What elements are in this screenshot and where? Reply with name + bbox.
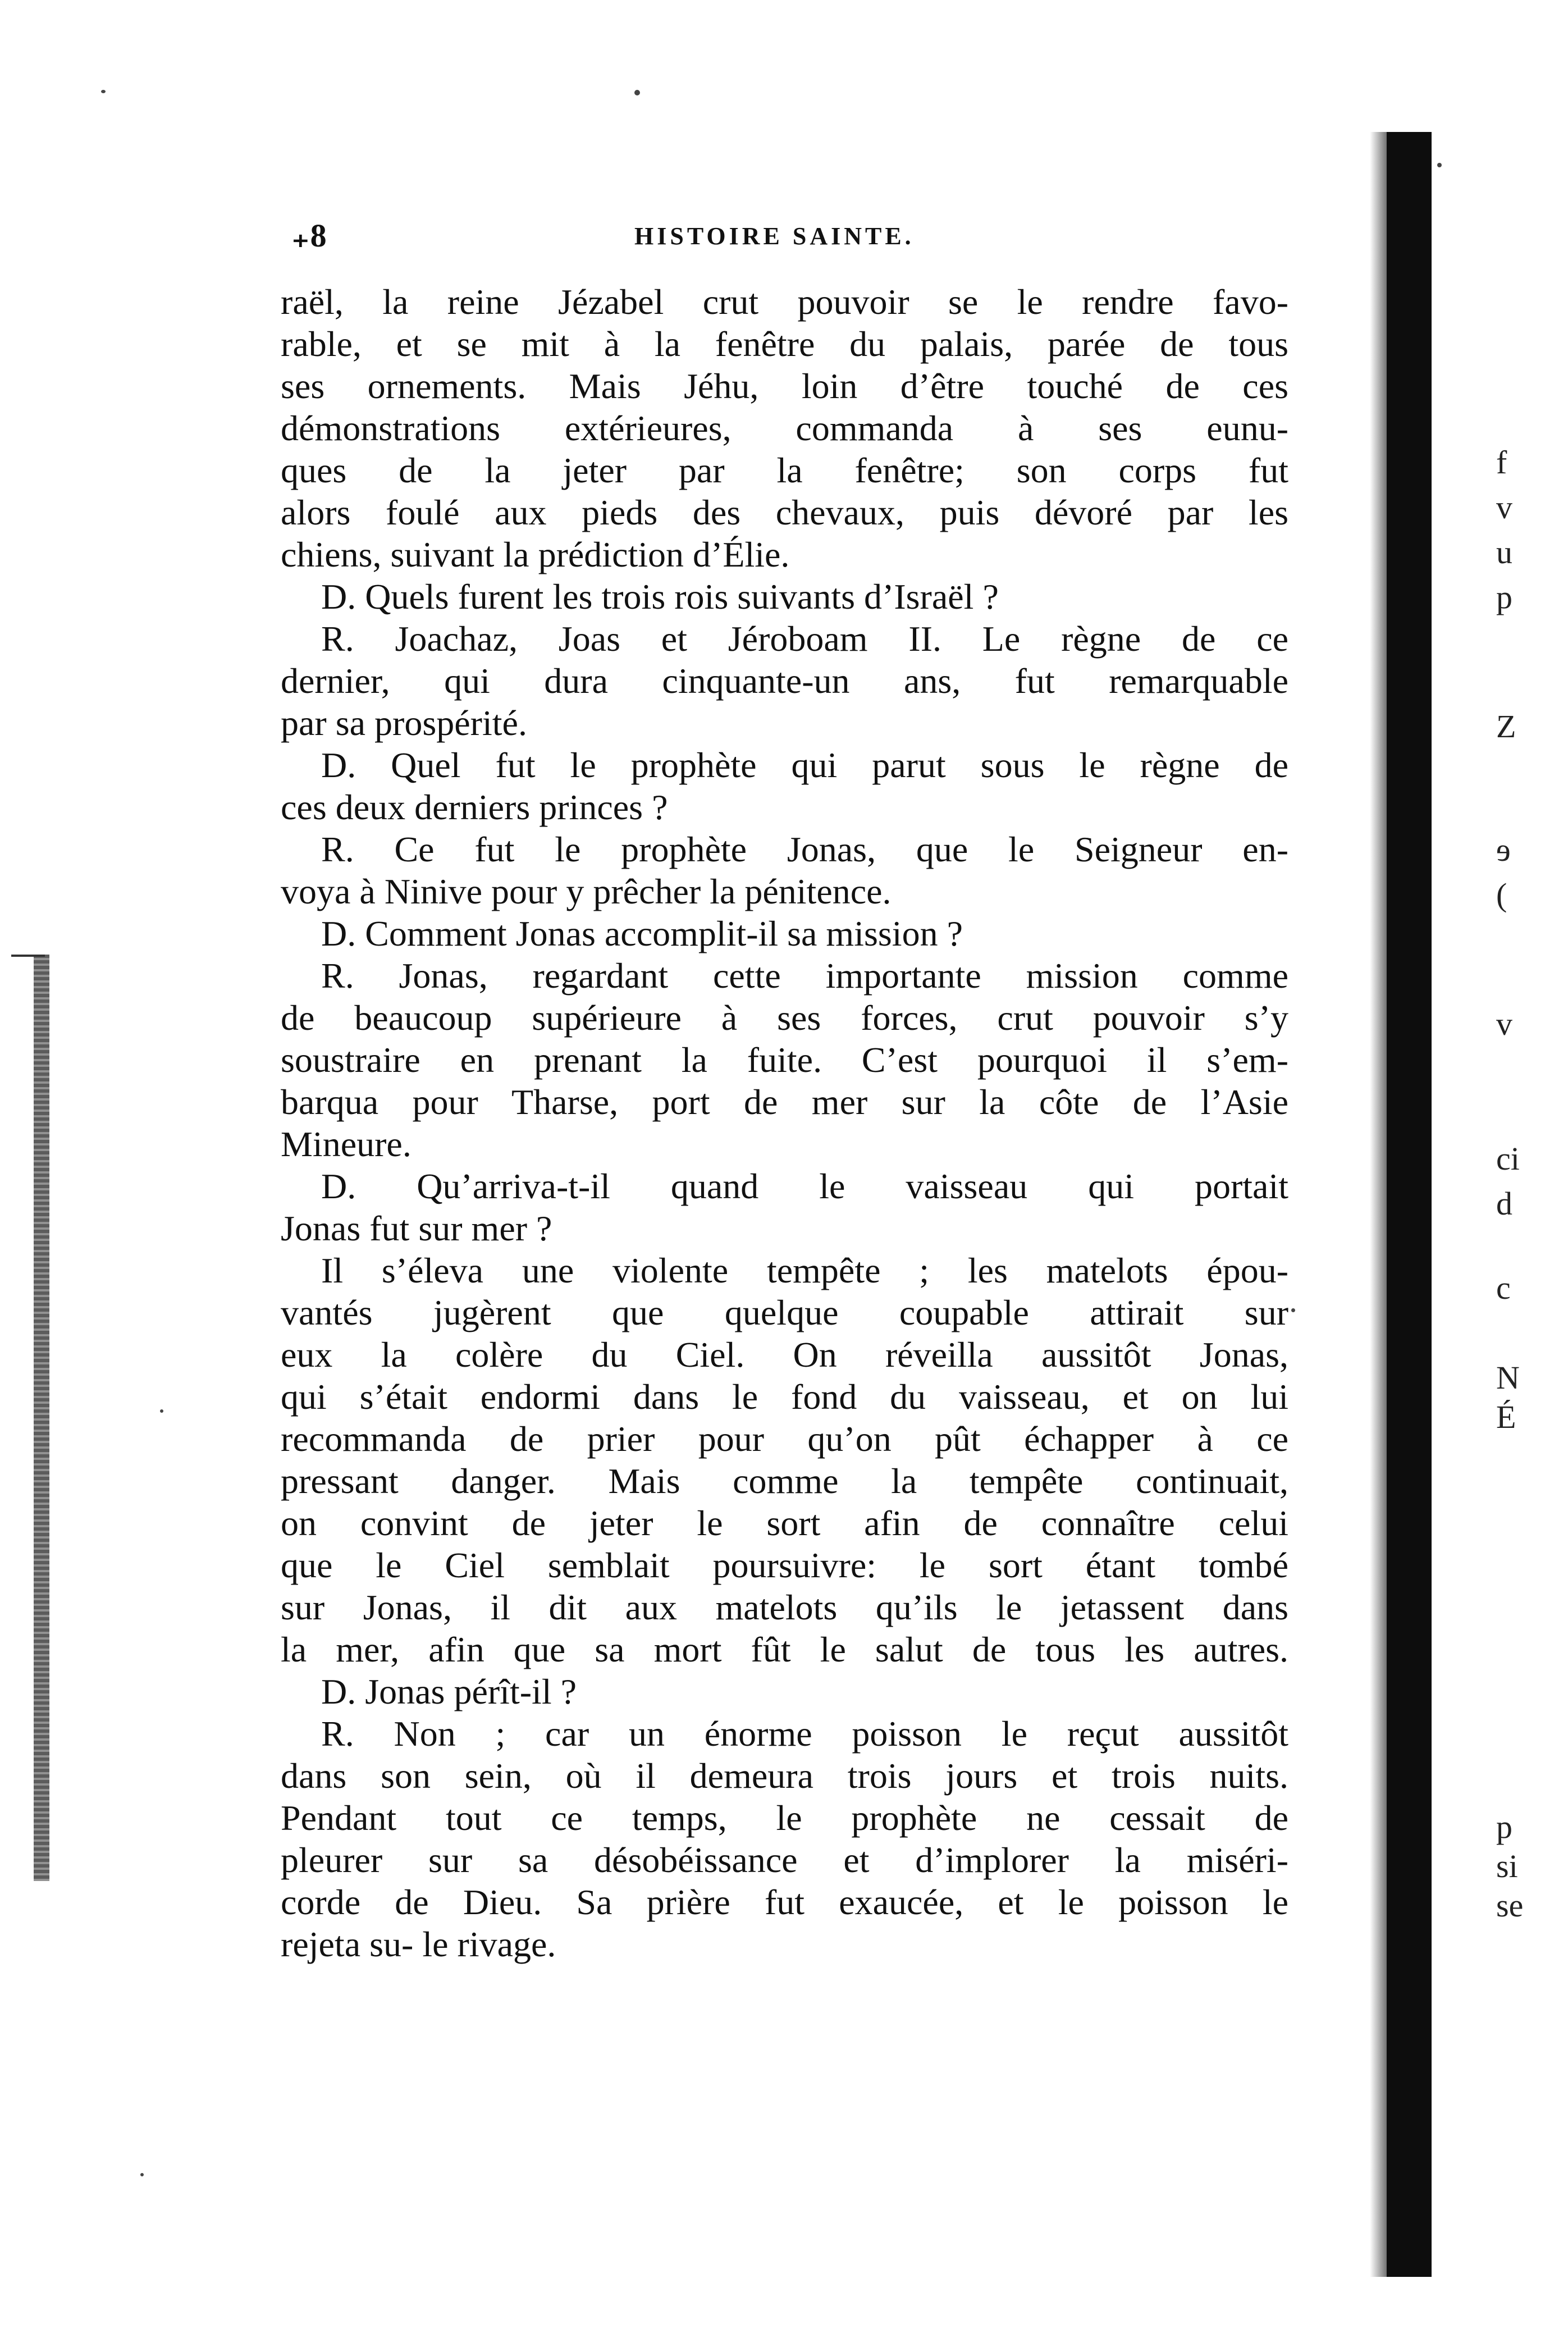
speck bbox=[160, 1409, 163, 1413]
text-line: dernier, qui dura cinquante-un ans, fut remarquable bbox=[281, 661, 1288, 701]
text-line: R. Jonas, regardant cette importante mission comme bbox=[321, 956, 1288, 996]
text-line: barqua pour Tharse, port de mer sur la côte de l’Asie bbox=[281, 1082, 1288, 1122]
text-line: R. Joachaz, Joas et Jéroboam II. Le règne de ce bbox=[321, 619, 1288, 659]
body-text bbox=[281, 281, 1288, 1965]
margin-fragment: f bbox=[1496, 444, 1507, 481]
speck bbox=[1291, 1308, 1295, 1312]
running-title: HISTOIRE SAINTE. bbox=[634, 222, 915, 250]
adjacent-page-fragments bbox=[1496, 0, 1547, 2351]
speck bbox=[1437, 163, 1442, 167]
text-line: ques de la jeter par la fenêtre; son corps fut bbox=[281, 450, 1288, 490]
margin-fragment: ( bbox=[1496, 877, 1507, 913]
margin-fragment: c bbox=[1496, 1270, 1511, 1306]
text-line: par sa prospérité. bbox=[281, 703, 527, 743]
text-line: que le Ciel semblait poursuivre: le sort étant tombé bbox=[281, 1545, 1288, 1585]
text-line: D. Jonas pérît-il ? bbox=[321, 1672, 577, 1711]
text-line: sur Jonas, il dit aux matelots qu’ils le jetassent dans bbox=[281, 1587, 1288, 1627]
text-line: soustraire en prenant la fuite. C’est pourquoi il s’em- bbox=[281, 1040, 1288, 1080]
page-number: ₊8 bbox=[292, 217, 328, 254]
text-line: ses ornements. Mais Jéhu, loin d’être touché de ces bbox=[281, 366, 1288, 406]
text-line: rejeta su- le rivage. bbox=[281, 1924, 556, 1964]
margin-fragment: ci bbox=[1496, 1140, 1520, 1177]
margin-fragment: v bbox=[1496, 489, 1512, 526]
margin-fragment: É bbox=[1496, 1399, 1516, 1435]
text-line: démonstrations extérieures, commanda à ses eunu- bbox=[281, 408, 1288, 448]
text-line: eux la colère du Ciel. On réveilla aussitôt Jonas, bbox=[281, 1335, 1288, 1375]
margin-fragment: ɘ bbox=[1496, 832, 1511, 868]
text-line: D. Quel fut le prophète qui parut sous le règne de bbox=[321, 745, 1288, 785]
text-line: la mer, afin que sa mort fût le salut de tous les autres. bbox=[281, 1629, 1288, 1669]
margin-fragment: si bbox=[1496, 1848, 1518, 1884]
text-line: pleurer sur sa désobéissance et d’implorer la miséri- bbox=[281, 1840, 1288, 1880]
speck bbox=[634, 90, 640, 95]
text-line: vantés jugèrent que quelque coupable attirait sur bbox=[281, 1293, 1288, 1332]
margin-fragment: d bbox=[1496, 1185, 1512, 1222]
text-line: R. Ce fut le prophète Jonas, que le Seigneur en- bbox=[321, 829, 1288, 869]
speck bbox=[101, 90, 106, 93]
page-header bbox=[286, 216, 1308, 261]
text-line: raël, la reine Jézabel crut pouvoir se le rendre favo- bbox=[281, 282, 1288, 322]
text-line: de beaucoup supérieure à ses forces, crut pouvoir s’y bbox=[281, 998, 1288, 1038]
text-line: chiens, suivant la prédiction d’Élie. bbox=[281, 535, 790, 574]
text-line: Il s’éleva une violente tempête ; les matelots épou- bbox=[321, 1250, 1288, 1290]
text-line: pressant danger. Mais comme la tempête continuait, bbox=[281, 1461, 1288, 1501]
text-line: D. Qu’arriva-t-il quand le vaisseau qui portait bbox=[321, 1166, 1288, 1206]
text-line: voya à Ninive pour y prêcher la pénitence. bbox=[281, 871, 892, 911]
text-line: Pendant tout ce temps, le prophète ne cessait de bbox=[281, 1798, 1288, 1838]
text-line: D. Comment Jonas accomplit-il sa mission ? bbox=[321, 914, 963, 953]
left-edge-binding bbox=[34, 955, 49, 1881]
text-line: alors foulé aux pieds des chevaux, puis dévoré par les bbox=[281, 492, 1288, 532]
text-line: Mineure. bbox=[281, 1124, 412, 1164]
gutter-shadow bbox=[1387, 132, 1432, 2277]
text-line: Jonas fut sur mer ? bbox=[281, 1208, 552, 1248]
margin-fragment: v bbox=[1496, 1006, 1512, 1042]
text-line: qui s’était endormi dans le fond du vaisseau, et on lui bbox=[281, 1377, 1288, 1417]
text-line: corde de Dieu. Sa prière fut exaucée, et le poisson le bbox=[281, 1882, 1288, 1922]
text-line: ces deux derniers princes ? bbox=[281, 787, 668, 827]
text-line: recommanda de prier pour qu’on pût échapper à ce bbox=[281, 1419, 1288, 1459]
text-line: on convint de jeter le sort afin de connaître celui bbox=[281, 1503, 1288, 1543]
margin-fragment: p bbox=[1496, 1809, 1512, 1845]
text-line: R. Non ; car un énorme poisson le reçut aussitôt bbox=[321, 1714, 1288, 1754]
speck bbox=[140, 2173, 144, 2176]
margin-fragment: se bbox=[1496, 1887, 1524, 1924]
margin-fragment: N bbox=[1496, 1359, 1520, 1396]
margin-fragment: Z bbox=[1496, 708, 1516, 745]
text-line: D. Quels furent les trois rois suivants d’Israël ? bbox=[321, 577, 999, 617]
margin-fragment: u bbox=[1496, 534, 1512, 570]
text-line: rable, et se mit à la fenêtre du palais, parée de tous bbox=[281, 324, 1288, 364]
gutter-fade bbox=[1370, 132, 1387, 2277]
text-line: dans son sein, où il demeura trois jours et trois nuits. bbox=[281, 1756, 1288, 1796]
margin-fragment: p bbox=[1496, 579, 1512, 615]
